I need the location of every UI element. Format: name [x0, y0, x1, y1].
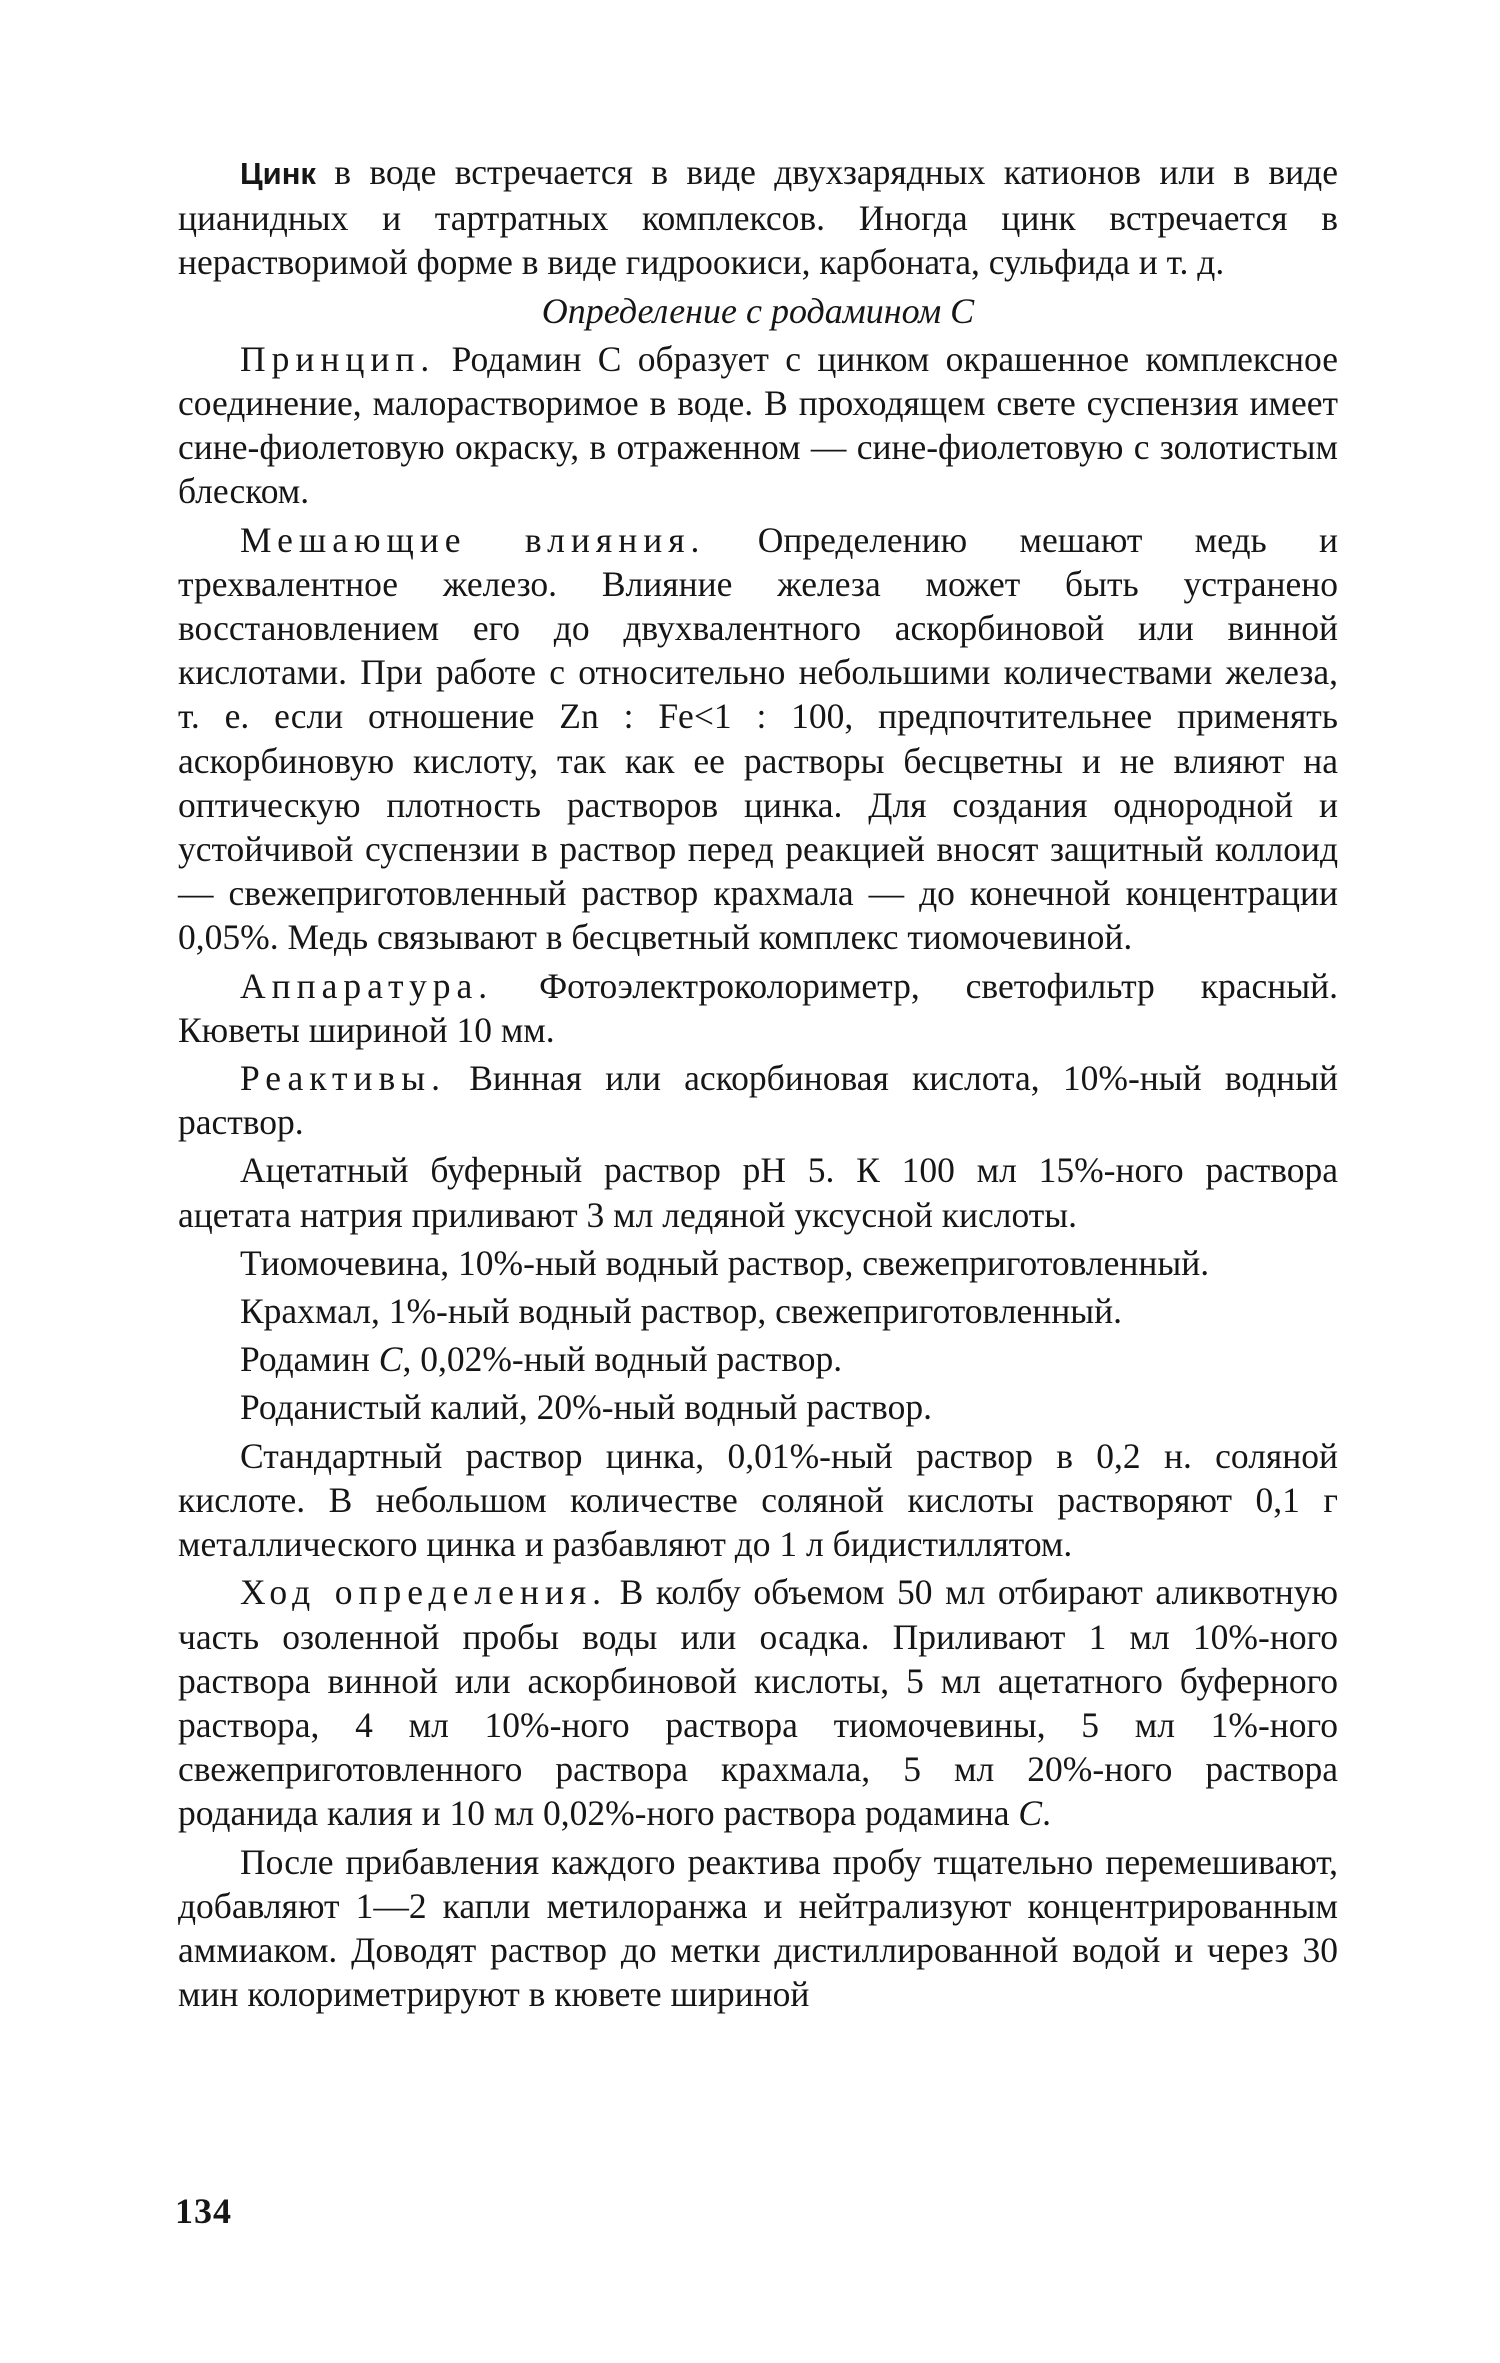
procedure-paragraph	[178, 1570, 1338, 1835]
principle-label: Принцип.	[240, 338, 436, 379]
procedure-end: .	[1042, 1793, 1051, 1834]
apparatus-text: Фотоэлектроколориметр, светофильтр красный. Кюветы шириной 10 мм.	[178, 965, 1338, 1050]
procedure-text: В колбу объемом 50 мл отбирают аликвотную часть озоленной пробы воды или осадка. Приливают 1 мл 10%-ного раствора винной или аскорбиновой кислоты, 5 мл ацетатного буферного раствора, 4 мл 10%-ного раствора тиомочевины, 5 мл 1%-ного свежеприготовленного раствора крахмала, 5 мл 20%-ного раствора роданида калия и 10 мл 0,02%-ного раствора родамина	[178, 1572, 1338, 1834]
reagents-paragraph	[178, 1056, 1338, 1144]
reagents-label: Реактивы.	[240, 1058, 447, 1099]
rhodamine-before: Родамин	[240, 1339, 379, 1380]
reagents-text: Винная или аскорбиновая кислота, 10%-ный водный раствор.	[178, 1058, 1338, 1143]
intro-paragraph	[178, 150, 1338, 285]
reagent-item: Крахмал, 1%-ный водный раствор, свежеприготовленный.	[240, 1291, 1123, 1332]
interference-label: Мешающие влияния.	[240, 519, 706, 560]
apparatus-paragraph	[178, 964, 1338, 1052]
reagent-item: Стандартный раствор цинка, 0,01%-ный раствор в 0,2 н. соляной кислоте. В небольшом количестве соляной кислоты растворяют 0,1 г металлического цинка и разбавляют до 1 л бидистиллятом.	[178, 1435, 1338, 1565]
apparatus-label: Аппаратура.	[240, 965, 494, 1006]
interference-paragraph	[178, 518, 1338, 960]
reagent-item: Ацетатный буферный раствор pH 5. К 100 мл 15%-ного раствора ацетата натрия приливают 3 мл ледяной уксусной кислоты.	[178, 1150, 1338, 1235]
interference-text: Определению мешают медь и трехвалентное железо. Влияние железа может быть устранено восстановлением его до двухвалентного аскорбиновой или винной кислотами. При работе с относительно небольшими количествами железа, т. е. если отношение Zn : Fe<1 : 100, предпочтительнее применять аскорбиновую кислоту, так как ее растворы бесцветны и не влияют на оптическую плотность растворов цинка. Для создания однородной и устойчивой суспензии в раствор перед реакцией вносят защитный коллоид — свежеприготовленный раствор крахмала — до конечной концентрации 0,05%. Медь связывают в бесцветный комплекс тиомочевиной.	[178, 519, 1338, 958]
section-heading: Определение с родамином С	[541, 290, 975, 331]
principle-paragraph	[178, 337, 1338, 514]
reagent-item: Тиомочевина, 10%-ный водный раствор, свежеприготовленный.	[240, 1242, 1210, 1283]
procedure-label: Ход определения.	[240, 1572, 608, 1613]
page-body	[178, 150, 1338, 2016]
intro-text: в воде встречается в виде двухзарядных катионов или в виде цианидных и тартратных комплексов. Иногда цинк встречается в нерастворимой форме в виде гидроокиси, карбоната, сульфида и т. д.	[178, 152, 1338, 283]
final-paragraph: После прибавления каждого реактива пробу тщательно перемешивают, добавляют 1—2 капли метилоранжа и нейтрализуют концентрированным аммиаком. Доводят раствор до метки дистиллированной водой и через 30 мин колориметрируют в кювете шириной	[178, 1841, 1338, 2015]
lead-word: Цинк	[240, 156, 316, 191]
procedure-italic-end: С	[1018, 1793, 1043, 1834]
reagent-item-rhodamine	[178, 1337, 1338, 1381]
reagent-item: Роданистый калий, 20%-ный водный раствор.	[240, 1387, 932, 1428]
page-number: 134	[175, 2191, 232, 2231]
rhodamine-after: , 0,02%-ный водный раствор.	[402, 1339, 843, 1380]
principle-text: Родамин С образует с цинком окрашенное комплексное соединение, малорастворимое в воде. В проходящем свете суспензия имеет сине-фиолетовую окраску, в отраженном — сине-фиолетовую с золотистым блеском.	[178, 338, 1338, 512]
rhodamine-italic: С	[378, 1339, 403, 1380]
